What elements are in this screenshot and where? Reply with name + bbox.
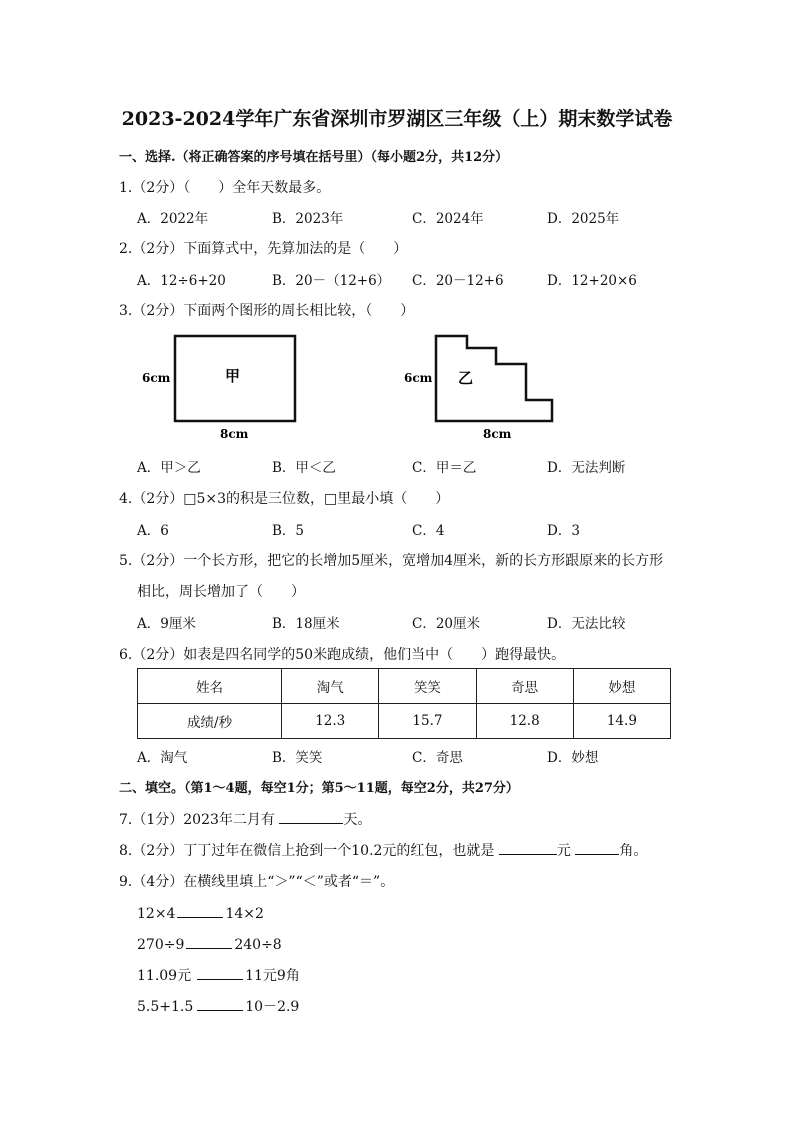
compare-right: 14×2 [225,906,264,922]
question-4: 4.（2分）□5×3的积是三位数，□里最小填（ ） [119,491,450,507]
question-7 [119,809,371,829]
question-2: 2.（2分）下面算式中，先算加法的是（ ） [119,241,408,257]
q5-option-a[interactable]: A．9厘米 [137,616,196,632]
table-cell: 15.7 [379,704,476,739]
answer-blank[interactable] [279,809,343,824]
compare-row [137,934,282,953]
table-header-cell: 妙想 [573,669,670,704]
q4-option-a[interactable]: A．6 [137,523,169,539]
compare-right: 10－2.9 [245,999,300,1015]
table-row [138,704,671,739]
question-8 [119,840,647,860]
page-title: 2023-2024学年广东省深圳市罗湖区三年级（上）期末数学试卷 [121,108,673,130]
staircase-yi [436,336,552,421]
table-header-cell: 奇思 [476,669,573,704]
score-table [137,668,671,739]
q3-option-c[interactable]: C．甲＝乙 [412,460,477,476]
question-7-unit: 天。 [343,812,372,828]
q2-option-d[interactable]: D．12+20×6 [547,273,637,289]
question-5: 5.（2分）一个长方形，把它的长增加5厘米，宽增加4厘米，新的长方形跟原来的长方形 [119,553,664,569]
compare-right: 11元9角 [245,968,300,984]
table-header-cell: 淘气 [282,669,379,704]
answer-blank[interactable] [499,840,557,855]
figure-yi-height: 6cm [404,371,433,385]
q6-option-b[interactable]: B．笑笑 [272,750,323,766]
q5-option-d[interactable]: D．无法比较 [547,616,626,632]
question-7-text: 7.（1分）2023年二月有 [119,812,275,828]
q4-option-c[interactable]: C．4 [412,523,445,539]
compare-left: 12×4 [137,906,176,922]
table-cell: 12.3 [282,704,379,739]
answer-blank[interactable] [575,840,619,855]
q4-option-b[interactable]: B．5 [272,523,305,539]
compare-left: 270÷9 [137,937,185,953]
q3-option-a[interactable]: A．甲＞乙 [137,460,201,476]
figure-yi-width: 8cm [483,427,512,441]
section-2-heading: 二、填空。（第1～4题，每空1分；第5～11题，每空2分，共27分） [119,781,519,796]
q6-option-d[interactable]: D．妙想 [547,750,599,766]
table-cell: 12.8 [476,704,573,739]
compare-left: 5.5+1.5 [137,999,194,1015]
answer-blank[interactable] [186,934,232,949]
q3-option-b[interactable]: B．甲＜乙 [272,460,336,476]
table-cell: 14.9 [573,704,670,739]
q3-option-d[interactable]: D．无法判断 [547,460,626,476]
perimeter-figure [130,326,570,446]
q1-option-b[interactable]: B．2023年 [272,211,344,227]
q2-option-a[interactable]: A．12÷6+20 [137,273,226,289]
figure-label-yi: 乙 [458,369,474,387]
question-8-unit-yuan: 元 [556,843,571,859]
compare-row [137,996,299,1016]
q1-option-c[interactable]: C．2024年 [412,211,484,227]
q6-option-c[interactable]: C．奇思 [412,750,463,766]
question-6: 6.（2分）如表是四名同学的50米跑成绩，他们当中（ ）跑得最快。 [119,647,566,663]
q1-option-d[interactable]: D．2025年 [547,211,620,227]
question-5-line-2: 相比，周长增加了（ ） [137,584,305,600]
question-8-unit-jiao: 角。 [619,843,648,859]
figure-label-jia: 甲 [225,367,241,385]
q5-option-c[interactable]: C．20厘米 [412,616,481,632]
q5-option-b[interactable]: B．18厘米 [272,616,340,632]
compare-left: 11.09元 [137,968,192,984]
table-header-row [138,669,671,704]
q4-option-d[interactable]: D．3 [547,523,580,539]
answer-blank[interactable] [177,903,223,918]
figure-jia-width: 8cm [220,427,249,441]
question-3: 3.（2分）下面两个图形的周长相比较，（ ） [119,303,415,319]
question-1: 1.（2分）（ ）全年天数最多。 [119,180,331,196]
table-header-cell: 笑笑 [379,669,476,704]
q2-option-c[interactable]: C．20－12+6 [412,273,504,289]
q2-option-b[interactable]: B．20－（12+6） [272,273,391,289]
compare-row [137,903,264,922]
answer-blank[interactable] [197,965,243,980]
compare-right: 240÷8 [234,937,282,953]
table-cell: 成绩/秒 [138,704,282,739]
table-header-cell: 姓名 [138,669,282,704]
q1-option-a[interactable]: A．2022年 [137,211,209,227]
question-9: 9.（4分）在横线里填上“＞”“＜”或者“＝”。 [119,874,395,890]
answer-blank[interactable] [197,996,243,1011]
q6-option-a[interactable]: A．淘气 [137,750,188,766]
question-8-text: 8.（2分）丁丁过年在微信上抢到一个10.2元的红包，也就是 [119,843,495,859]
figure-jia-height: 6cm [142,371,171,385]
section-1-heading: 一、选择.（将正确答案的序号填在括号里）（每小题2分，共12分） [119,150,509,165]
compare-row [137,965,300,985]
